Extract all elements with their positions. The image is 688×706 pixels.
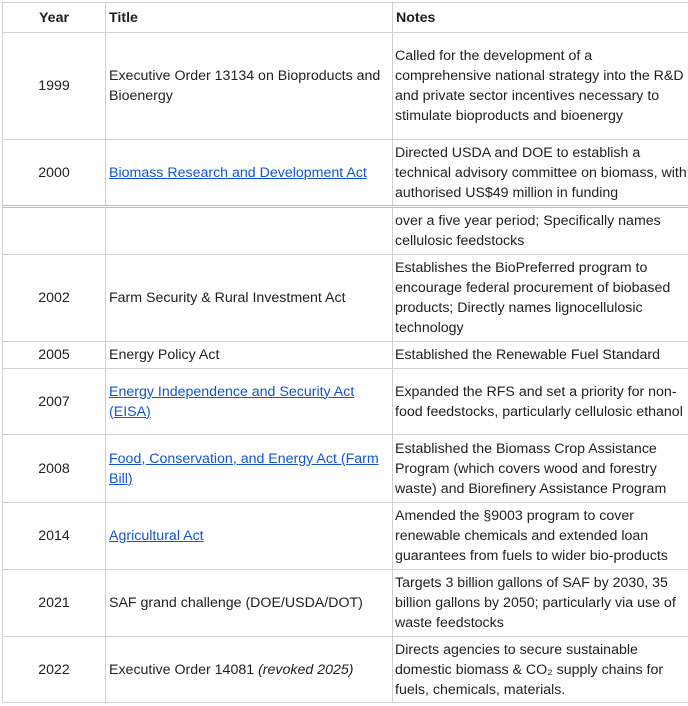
year-cell: 2002 [3,255,106,342]
notes-cell: Amended the §9003 program to cover renewable chemicals and extended loan guarantees from fuels to wider bio-products [393,503,688,570]
title-cell [106,207,393,255]
year-cell: 1999 [3,33,106,140]
table-row [3,637,688,703]
title-link[interactable]: Agricultural Act [109,528,204,544]
year-cell: 2021 [3,570,106,637]
notes-cell: Establishes the BioPreferred program to encourage federal procurement of biobased products; Directly names lignocellulosic technology [393,255,688,342]
title-cell [106,140,393,207]
header-row [3,3,688,33]
notes-cell: Targets 3 billion gallons of SAF by 2030, 35 billion gallons by 2050; particularly via use of waste feedstocks [393,570,688,637]
title-cell [106,435,393,503]
header-title: Title [106,3,393,33]
notes-cell: Established the Biomass Crop Assistance Program (which covers wood and forestry waste) and Biorefinery Assistance Program [393,435,688,503]
title-cell [106,369,393,435]
notes-cell: Directs agencies to secure sustainable domestic biomass & CO₂ supply chains for fuels, chemicals, materials. [393,637,688,703]
table-row [3,255,688,342]
year-cell: 2014 [3,503,106,570]
table-row [3,369,688,435]
table-row [3,33,688,140]
title-link[interactable]: Biomass Research and Development Act [109,164,367,181]
revoked-note: (revoked 2025) [258,661,354,678]
header-year: Year [3,3,106,33]
notes-cell: Directed USDA and DOE to establish a technical advisory committee on biomass, with authorised US$49 million in funding [393,140,688,207]
title-link[interactable]: Food, Conservation, and Energy Act (Farm Bill) [109,450,379,487]
title-cell [106,637,393,703]
notes-cell: Called for the development of a comprehensive national strategy into the R&D and private sector incentives necessary to stimulate bioproducts and bioenergy [393,33,688,140]
table-row [3,342,688,369]
year-cell: 2005 [3,342,106,369]
policy-table [2,2,688,703]
title-cell: Executive Order 13134 on Bioproducts and Bioenergy [106,33,393,140]
title-text: Executive Order 14081 [109,661,255,678]
table-row-continued [3,207,688,255]
title-cell: Energy Policy Act [106,342,393,369]
title-link[interactable]: Energy Independence and Security Act (EISA) [109,383,355,420]
header-notes: Notes [393,3,688,33]
notes-cell: Expanded the RFS and set a priority for non-food feedstocks, particularly cellulosic ethanol [393,369,688,435]
table-row [3,570,688,637]
year-cell: 2000 [3,140,106,207]
year-cell: 2007 [3,369,106,435]
notes-cell: Established the Renewable Fuel Standard [393,342,688,369]
title-cell: Farm Security & Rural Investment Act [106,255,393,342]
title-cell: SAF grand challenge (DOE/USDA/DOT) [106,570,393,637]
year-cell [3,207,106,255]
notes-cell: over a five year period; Specifically names cellulosic feedstocks [393,207,688,255]
title-cell [106,503,393,570]
year-cell: 2008 [3,435,106,503]
table-row [3,503,688,570]
year-cell: 2022 [3,637,106,703]
table-row [3,140,688,207]
table-row [3,435,688,503]
